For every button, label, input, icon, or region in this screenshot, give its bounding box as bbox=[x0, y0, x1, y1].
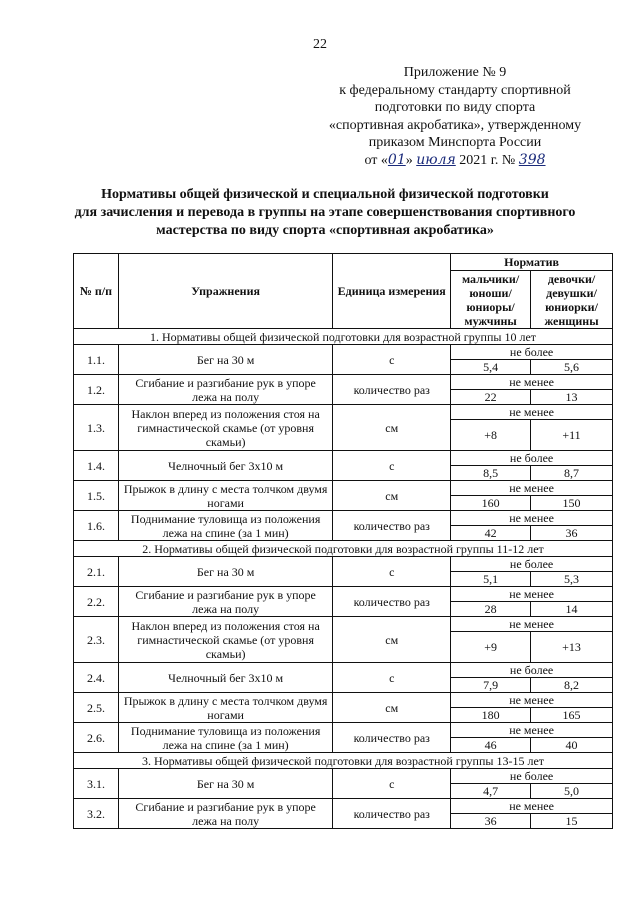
row-female-value: 5,3 bbox=[531, 572, 613, 587]
row-unit: см bbox=[333, 481, 451, 511]
title-line-3: мастерства по виду спорта «спортивная акробатика» bbox=[156, 223, 494, 238]
row-condition: не менее bbox=[451, 723, 613, 738]
table-row bbox=[74, 769, 613, 784]
row-unit: количество раз bbox=[333, 511, 451, 541]
row-male-value: +9 bbox=[451, 632, 531, 663]
handwritten-order-number: 398 bbox=[518, 151, 546, 168]
date-mid: » bbox=[405, 152, 413, 168]
row-condition: не более bbox=[451, 769, 613, 784]
row-exercise: Прыжок в длину с места толчком двумя ногами bbox=[118, 481, 332, 511]
header-female: девочки/ девушки/ юниорки/ женщины bbox=[531, 271, 613, 329]
row-female-value: 5,0 bbox=[531, 784, 613, 799]
row-male-value: 180 bbox=[451, 708, 531, 723]
row-female-value: 8,7 bbox=[531, 466, 613, 481]
header-number: № п/п bbox=[74, 254, 119, 329]
table-row bbox=[74, 557, 613, 572]
table-row bbox=[74, 693, 613, 708]
row-male-value: 42 bbox=[451, 526, 531, 541]
row-male-value: 8,5 bbox=[451, 466, 531, 481]
row-condition: не менее bbox=[451, 405, 613, 420]
row-male-value: 7,9 bbox=[451, 678, 531, 693]
row-exercise: Челночный бег 3х10 м bbox=[118, 663, 332, 693]
row-number: 3.2. bbox=[74, 799, 119, 829]
row-unit: количество раз bbox=[333, 587, 451, 617]
header-norm: Норматив bbox=[451, 254, 613, 271]
row-exercise: Бег на 30 м bbox=[118, 557, 332, 587]
row-condition: не менее bbox=[451, 617, 613, 632]
appendix-line-5: приказом Минспорта России bbox=[368, 135, 542, 150]
row-female-value: 14 bbox=[531, 602, 613, 617]
table-row bbox=[74, 511, 613, 526]
row-condition: не более bbox=[451, 557, 613, 572]
row-number: 1.2. bbox=[74, 375, 119, 405]
row-female-value: +11 bbox=[531, 420, 613, 451]
row-number: 2.1. bbox=[74, 557, 119, 587]
page-number: 22 bbox=[313, 37, 327, 52]
appendix-line-4: «спортивная акробатика», утвержденному bbox=[328, 117, 582, 133]
row-female-value: 13 bbox=[531, 390, 613, 405]
row-female-value: 40 bbox=[531, 738, 613, 753]
row-condition: не менее bbox=[451, 375, 613, 390]
row-female-value: 36 bbox=[531, 526, 613, 541]
row-condition: не менее bbox=[451, 481, 613, 496]
table-row bbox=[74, 723, 613, 738]
table-row bbox=[74, 375, 613, 390]
row-exercise: Сгибание и разгибание рук в упоре лежа на полу bbox=[118, 587, 332, 617]
row-male-value: 28 bbox=[451, 602, 531, 617]
norms-table bbox=[73, 253, 613, 829]
row-condition: не менее bbox=[451, 693, 613, 708]
section-title: 1. Нормативы общей физической подготовки для возрастной группы 10 лет bbox=[74, 329, 613, 345]
row-number: 1.5. bbox=[74, 481, 119, 511]
row-unit: количество раз bbox=[333, 375, 451, 405]
row-unit: с bbox=[333, 769, 451, 799]
handwritten-day: 01 bbox=[387, 151, 406, 168]
row-number: 1.3. bbox=[74, 405, 119, 451]
row-exercise: Поднимание туловища из положения лежа на спине (за 1 мин) bbox=[118, 511, 332, 541]
row-exercise: Сгибание и разгибание рук в упоре лежа на полу bbox=[118, 799, 332, 829]
section-title: 3. Нормативы общей физической подготовки для возрастной группы 13-15 лет bbox=[74, 753, 613, 769]
row-female-value: 8,2 bbox=[531, 678, 613, 693]
date-prefix: от « bbox=[364, 152, 388, 168]
row-unit: см bbox=[333, 617, 451, 663]
section-row bbox=[74, 329, 613, 345]
row-number: 3.1. bbox=[74, 769, 119, 799]
row-number: 2.5. bbox=[74, 693, 119, 723]
appendix-date-line bbox=[305, 152, 605, 170]
row-unit: см bbox=[333, 405, 451, 451]
row-condition: не более bbox=[451, 663, 613, 678]
date-year: 2021 г. № bbox=[459, 152, 516, 168]
row-exercise: Наклон вперед из положения стоя на гимнастической скамье (от уровня скамьи) bbox=[118, 617, 332, 663]
row-number: 2.4. bbox=[74, 663, 119, 693]
row-condition: не менее bbox=[451, 799, 613, 814]
row-unit: количество раз bbox=[333, 799, 451, 829]
row-condition: не более bbox=[451, 345, 613, 360]
table-row bbox=[74, 617, 613, 632]
row-male-value: 5,4 bbox=[451, 360, 531, 375]
row-number: 1.4. bbox=[74, 451, 119, 481]
row-female-value: +13 bbox=[531, 632, 613, 663]
row-female-value: 15 bbox=[531, 814, 613, 829]
row-exercise: Бег на 30 м bbox=[118, 769, 332, 799]
row-unit: см bbox=[333, 693, 451, 723]
header-exercise: Упражнения bbox=[118, 254, 332, 329]
row-number: 2.2. bbox=[74, 587, 119, 617]
header-male: мальчики/ юноши/ юниоры/ мужчины bbox=[451, 271, 531, 329]
row-unit: с bbox=[333, 663, 451, 693]
handwritten-month: июля bbox=[416, 151, 456, 168]
row-number: 1.6. bbox=[74, 511, 119, 541]
table-row bbox=[74, 799, 613, 814]
row-unit: с bbox=[333, 557, 451, 587]
appendix-line-1: Приложение № 9 bbox=[403, 65, 507, 80]
norms-table-body bbox=[74, 329, 613, 829]
row-male-value: 160 bbox=[451, 496, 531, 511]
title-line-2: для зачисления и перевода в группы на этапе совершенствования спортивного bbox=[74, 205, 576, 220]
section-row bbox=[74, 753, 613, 769]
appendix-line-2: к федеральному стандарту спортивной bbox=[339, 82, 571, 98]
row-male-value: 36 bbox=[451, 814, 531, 829]
row-condition: не более bbox=[451, 451, 613, 466]
row-male-value: 46 bbox=[451, 738, 531, 753]
row-male-value: 5,1 bbox=[451, 572, 531, 587]
row-condition: не менее bbox=[451, 511, 613, 526]
row-exercise: Наклон вперед из положения стоя на гимнастической скамье (от уровня скамьи) bbox=[118, 405, 332, 451]
row-condition: не менее bbox=[451, 587, 613, 602]
row-unit: с bbox=[333, 345, 451, 375]
row-exercise: Сгибание и разгибание рук в упоре лежа на полу bbox=[118, 375, 332, 405]
table-row bbox=[74, 587, 613, 602]
table-row bbox=[74, 481, 613, 496]
section-row bbox=[74, 541, 613, 557]
appendix-header bbox=[305, 64, 605, 169]
row-male-value: 4,7 bbox=[451, 784, 531, 799]
row-exercise: Поднимание туловища из положения лежа на спине (за 1 мин) bbox=[118, 723, 332, 753]
row-number: 2.6. bbox=[74, 723, 119, 753]
row-exercise: Бег на 30 м bbox=[118, 345, 332, 375]
table-row bbox=[74, 451, 613, 466]
row-female-value: 150 bbox=[531, 496, 613, 511]
row-male-value: 22 bbox=[451, 390, 531, 405]
document-title bbox=[40, 186, 610, 240]
row-exercise: Челночный бег 3х10 м bbox=[118, 451, 332, 481]
row-unit: количество раз bbox=[333, 723, 451, 753]
row-number: 2.3. bbox=[74, 617, 119, 663]
section-title: 2. Нормативы общей физической подготовки для возрастной группы 11-12 лет bbox=[74, 541, 613, 557]
appendix-line-3: подготовки по виду спорта bbox=[374, 100, 536, 115]
header-unit: Единица измерения bbox=[333, 254, 451, 329]
table-row bbox=[74, 345, 613, 360]
row-female-value: 165 bbox=[531, 708, 613, 723]
row-male-value: +8 bbox=[451, 420, 531, 451]
row-unit: с bbox=[333, 451, 451, 481]
table-row bbox=[74, 405, 613, 420]
title-line-1: Нормативы общей физической и специальной физической подготовки bbox=[101, 187, 549, 202]
row-number: 1.1. bbox=[74, 345, 119, 375]
row-exercise: Прыжок в длину с места толчком двумя ногами bbox=[118, 693, 332, 723]
table-row bbox=[74, 663, 613, 678]
row-female-value: 5,6 bbox=[531, 360, 613, 375]
